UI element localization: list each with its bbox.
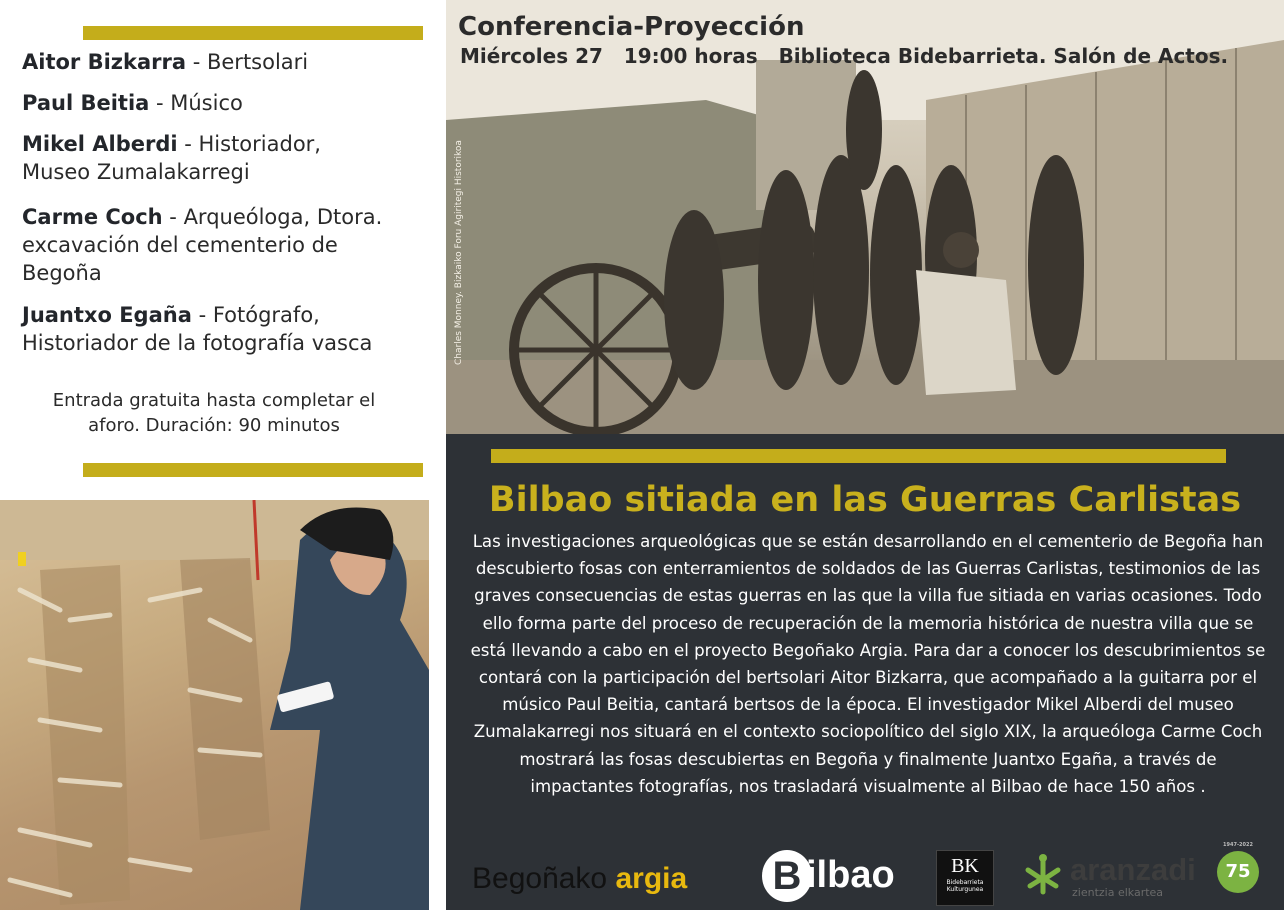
aranzadi-logo: aranzadi zientzia elkartea [1020,852,1220,902]
speaker-aitor-bizkarra: Aitor Bizkarra - Bertsolari [22,50,309,74]
event-details [460,44,1228,68]
bilbao-logo: B ilbao [762,850,892,902]
accent-bar-panel [491,449,1226,463]
event-date: Miércoles 27 [460,44,603,68]
aranzadi-75-badge: 1947-2022 75 [1217,851,1259,893]
accent-bar-middle [83,463,423,477]
bidebarrieta-logo: BK Bidebarrieta Kulturgunea [936,850,994,906]
main-title: Bilbao sitiada en las Guerras Carlistas [488,480,1242,520]
speaker-mikel-alberdi: Mikel Alberdi - Historiador, Museo Zumalakarregi [22,132,321,184]
event-venue: Biblioteca Bidebarrieta. Salón de Actos. [778,44,1229,68]
entry-note: Entrada gratuita hasta completar el aforo. Duración: 90 minutos [52,390,376,436]
speaker-juantxo-egana: Juantxo Egaña - Fotógrafo, Historiador de la fotografía vasca [22,303,373,355]
conference-title: Conferencia-Proyección [458,12,805,42]
aranzadi-emblem-icon [1020,852,1066,898]
excavation-photo [0,500,429,910]
description-text: Las investigaciones arqueológicas que se están desarrollando en el cementerio de Begoña han descubierto fosas con enterramientos de soldados de las Guerras Carlistas, testimonios de las graves consecuencias de estas guerras en las que la villa fue sitiada en varias ocasiones. Todo ello forma parte del proceso de recuperación de la memoria histórica de nuestra villa que se está llevando a cabo en el proyecto Begoñako Argia. Para dar a conocer los descubrimientos se contará con la participación del bertsolari Aitor Bizkarra, que acompañado a la guitarra por el músico Paul Beitia, cantará bertsos de la época. El investigador Mikel Alberdi del museo Zumalakarregi nos situará en el contexto sociopolítico del siglo XIX, la arqueóloga Carme Coch mostrará las fosas descubiertas en Begoña y finalmente Juantxo Egaña, a través de impactantes fotografías, nos trasladará visualmente al Bilbao de hace 150 años . [470,532,1266,796]
speaker-carme-coch: Carme Coch - Arqueóloga, Dtora. excavación del cementerio de Begoña [22,205,383,285]
speaker-paul-beitia: Paul Beitia - Músico [22,91,243,115]
photo-credit: Charles Monney. Bizkaiko Foru Agiritegi Historikoa [454,140,464,365]
event-time: 19:00 horas [623,44,758,68]
begonako-argia-logo: Begoñako argia [472,862,688,895]
accent-bar-top [83,26,423,40]
